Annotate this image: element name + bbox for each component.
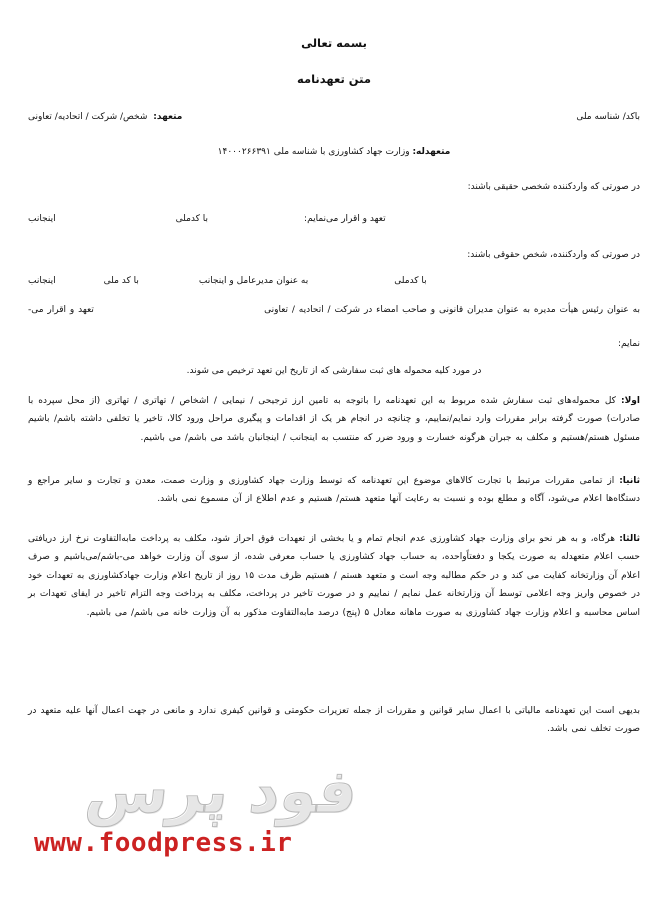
obligee-label: متعهدله: (412, 147, 451, 157)
scope-note: در مورد کلیه محموله های ثبت سفارشی که از تاریخ این تعهد ترخیص می شوند. (186, 366, 482, 376)
legal-person-id-label: با کد ملی (103, 276, 139, 286)
legal-person-role-paragraph (28, 302, 640, 319)
obligor-value: شخص/ شرکت / اتحادیه/ تعاونی (28, 112, 148, 122)
watermark-brand-text: فود پرس (82, 757, 361, 827)
clause-3-lead: ثالثا: (619, 534, 640, 544)
obligee-row (28, 146, 640, 160)
clause-3-text: هرگاه، و به هر نحو برای وزارت جهاد کشاورزی عدم انجام تمام و یا بخشی از تعهدات فوق احراز شود، مکلف به پرداخت مابه‌التفاوت نرخ ارز دریافتی حسب اعلام متعهدله به صورت یکجا و دفعتاًواحده، به حساب جهاد کشاورزی یا حساب معرفی شده، از سوی آن وزارت خواهد می-باشم/می‌باشیم و صرف اعلام آن وزارتخانه کفایت می کند و در حکم مطالبه وجه است و متعهد هستم / هستیم ظرف مدت ۱۵ روز از تاریخ اعلام وزارت جهادکشاورزی به تعهدات خود در خصوص واریز وجه اعلامی توسط آن وزارتخانه عمل نمایم / نماییم و در صورت تاخیر در پرداخت، مکلف به پرداخت وجه التزام تاخیر در ایفای تعهدات بر اساس محاسبه و اعلام وزارت جهاد کشاورزی به صورت ماهانه معادل ۵ (پنج) درصد مابه‌التفاوت مذکور به آن وزارت خانه می باشم/ می باشیم. (28, 534, 640, 618)
natural-person-condition: در صورتی که واردکننده شخصی حقیقی باشند: (467, 182, 640, 192)
legal-person-role-text: به عنوان رئیس هیأت مدیره به عنوان مدیران قانونی و صاحب امضاء در شرکت / اتحادیه / تعاونی (264, 305, 640, 315)
obligee-national-id: ۱۴۰۰۰۲۶۶۳۹۱ (217, 147, 271, 157)
clause-1-text: کل محموله‌های ثبت سفارش شده مربوط به این تعهدنامه را باتوجه به تامین ارز ترجیحی / نیمایی / اشخاص / تهاتری / تهاتری (از محل سپرده با صادرات) صورت گرفته برابر مقررات وارد نمایم/نماییم، و چنانچه در انجام هر یک از اقدامات و پیگیری مراحل ورود کالا، تاخیر یا تخلفی داشته باشم/ باشیم مسئول هستم/هستیم و مکلف به جبران هرگونه خسارت و ورود ضرر که منتسب به اینجانب / اینجانبان باشد می باشم/ می باشیم. (28, 396, 640, 443)
legal-person-second-id-label: با کدملی (394, 276, 427, 286)
closing-paragraph: بدیهی است این تعهدنامه مالیاتی با اعمال سایر قوانین و مقررات از جمله تعزیرات حکومتی و قوانین کیفری ندارد و مانعی در جهت اعمال آنها علیه متعهد در صورت تخلف نمی باشد. (28, 706, 640, 735)
legal-person-condition: در صورتی که واردکننده، شخص حقوقی باشند: (467, 250, 640, 260)
watermark-url: www.foodpress.ir (34, 828, 293, 858)
natural-person-fields (28, 214, 640, 224)
obligee-value: وزارت جهاد کشاورزی با شناسه ملی (273, 147, 410, 157)
natural-person-self-label: اینجانب (28, 214, 56, 224)
legal-person-role-label: به عنوان مدیرعامل و اینجانب (198, 276, 309, 286)
natural-person-id-label: با کدملی (175, 214, 209, 224)
clause-3 (28, 530, 640, 622)
legal-person-declaration-right: تعهد و اقرار می- (28, 305, 94, 315)
clause-1 (28, 392, 640, 447)
obligor-row (28, 112, 640, 122)
page-title: متن تعهدنامه (297, 72, 371, 86)
legal-person-fields (28, 276, 640, 286)
watermark (34, 757, 361, 872)
basmale-heading: بسمه تعالی (301, 36, 367, 50)
legal-person-declaration-end: نمایم: (618, 339, 640, 349)
obligor-national-id-label: باکد/ شناسه ملی (576, 112, 640, 122)
natural-person-declaration: تعهد و اقرار می‌نمایم: (304, 214, 386, 224)
clause-2-text: از تمامی مقررات مرتبط با تجارت کالاهای موضوع این تعهدنامه که توسط وزارت جهاد کشاورزی و وزارت صمت، معدن و تجارت و سایر مراجع و دستگاه‌ها اعلام می‌شود، آگاه و مطلع بوده و نسبت به رعایت آنها متعهد هستم/ هستیم و عدم اطلاع از آن مسموع نمی باشد. (28, 476, 640, 505)
clause-1-lead: اولا: (621, 396, 640, 406)
clause-2-lead: ثانیا: (619, 476, 640, 486)
clause-2 (28, 472, 640, 509)
obligor-label: متعهد: (153, 112, 183, 122)
legal-person-self-label: اینجانب (28, 276, 56, 286)
